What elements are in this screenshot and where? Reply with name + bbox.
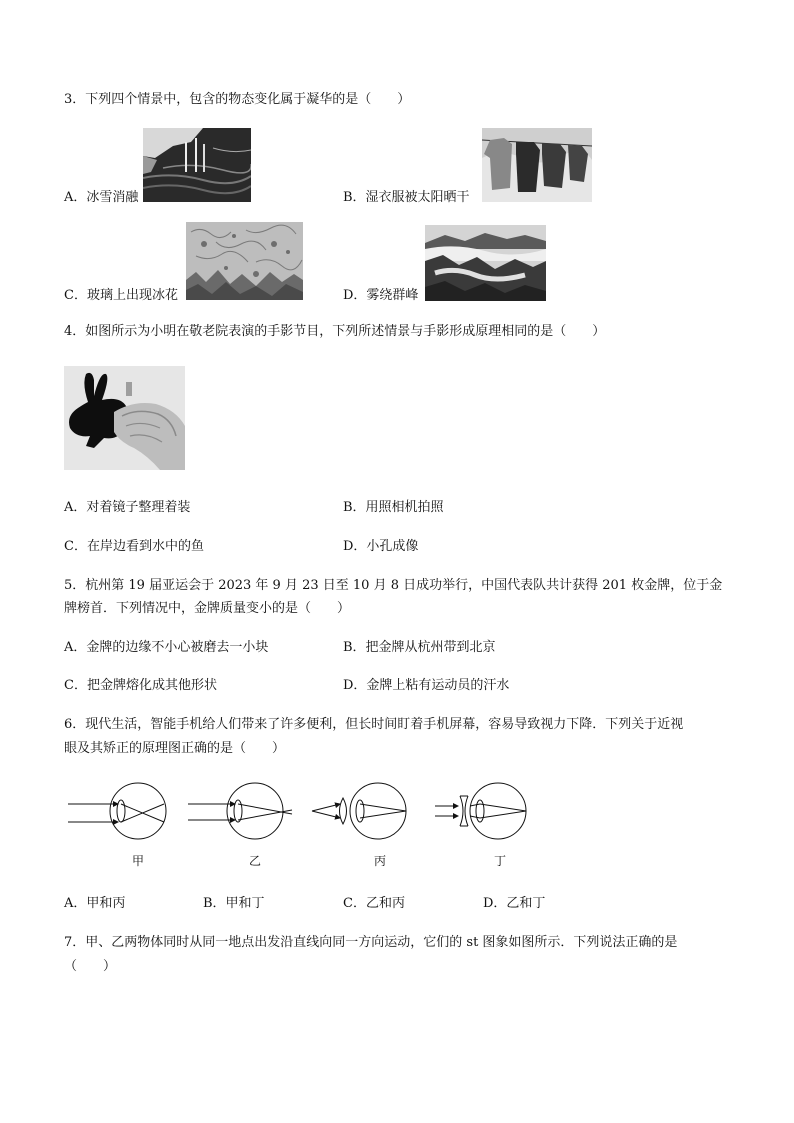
clothes-drying-photo [482,128,592,202]
diagram-label-ding: 丁 [493,854,507,868]
q7-stem-line2: （ ） [64,959,117,974]
q7-stem-line1: 7．甲、乙两物体同时从同一地点出发沿直线向同一方向运动，它们的 st 图象如图所示．下列说法正确的是 [64,935,678,950]
q5-stem-line2: 牌榜首．下列情况中，金牌质量变小的是（ ） [64,601,351,616]
ice-melting-photo [143,128,251,202]
q5-stem-line1: 5．杭州第 19 届亚运会于 2023 年 9 月 23 日至 10 月 8 日成功举行，中国代表队共计获得 201 枚金牌，位于金 [64,578,723,593]
q4-option-d[interactable]: D．小孔成像 [343,539,419,554]
q6-stem-line2: 眼及其矫正的原理图正确的是（ ） [64,741,286,756]
eye-diagram-jia [68,783,166,839]
eye-diagram-bing [312,783,406,839]
diagram-label-bing: 丙 [373,854,387,868]
eye-diagram-yi [188,783,292,839]
q6-option-d[interactable]: D．乙和丁 [483,896,546,911]
q5-option-a[interactable]: A．金牌的边缘不小心被磨去一小块 [64,640,269,655]
q6-option-a[interactable]: A．甲和丙 [64,896,126,911]
q4-option-a[interactable]: A．对着镜子整理着装 [64,500,191,515]
q6-option-c[interactable]: C．乙和丙 [343,896,405,911]
q4-option-c[interactable]: C．在岸边看到水中的鱼 [64,539,204,554]
q3-option-d[interactable]: D．雾绕群峰 [343,288,419,303]
q3-stem: 3．下列四个情景中，包含的物态变化属于凝华的是（ ） [64,92,411,107]
q4-stem: 4．如图所示为小明在敬老院表演的手影节目，下列所述情景与手影形成原理相同的是（ ） [64,324,606,339]
q5-option-c[interactable]: C．把金牌熔化成其他形状 [64,678,217,693]
eye-diagrams [60,776,550,876]
fog-mountains-photo [425,225,546,301]
ice-flowers-photo [186,222,303,300]
diagram-label-jia: 甲 [131,854,145,868]
q5-option-b[interactable]: B．把金牌从杭州带到北京 [343,640,496,655]
diagram-label-yi: 乙 [248,854,262,868]
q6-stem-line1: 6．现代生活，智能手机给人们带来了许多便利，但长时间盯着手机屏幕，容易导致视力下降．下列关于近视 [64,717,684,732]
q3-option-b[interactable]: B．湿衣服被太阳晒干 [343,190,470,205]
q3-option-a[interactable]: A．冰雪消融 [64,190,139,205]
q5-option-d[interactable]: D．金牌上粘有运动员的汗水 [343,678,510,693]
q4-option-b[interactable]: B．用照相机拍照 [343,500,444,515]
eye-diagram-ding [435,783,526,839]
rabbit-hand-shadow-photo [64,366,185,470]
q3-option-c[interactable]: C．玻璃上出现冰花 [64,288,178,303]
q6-option-b[interactable]: B．甲和丁 [203,896,265,911]
